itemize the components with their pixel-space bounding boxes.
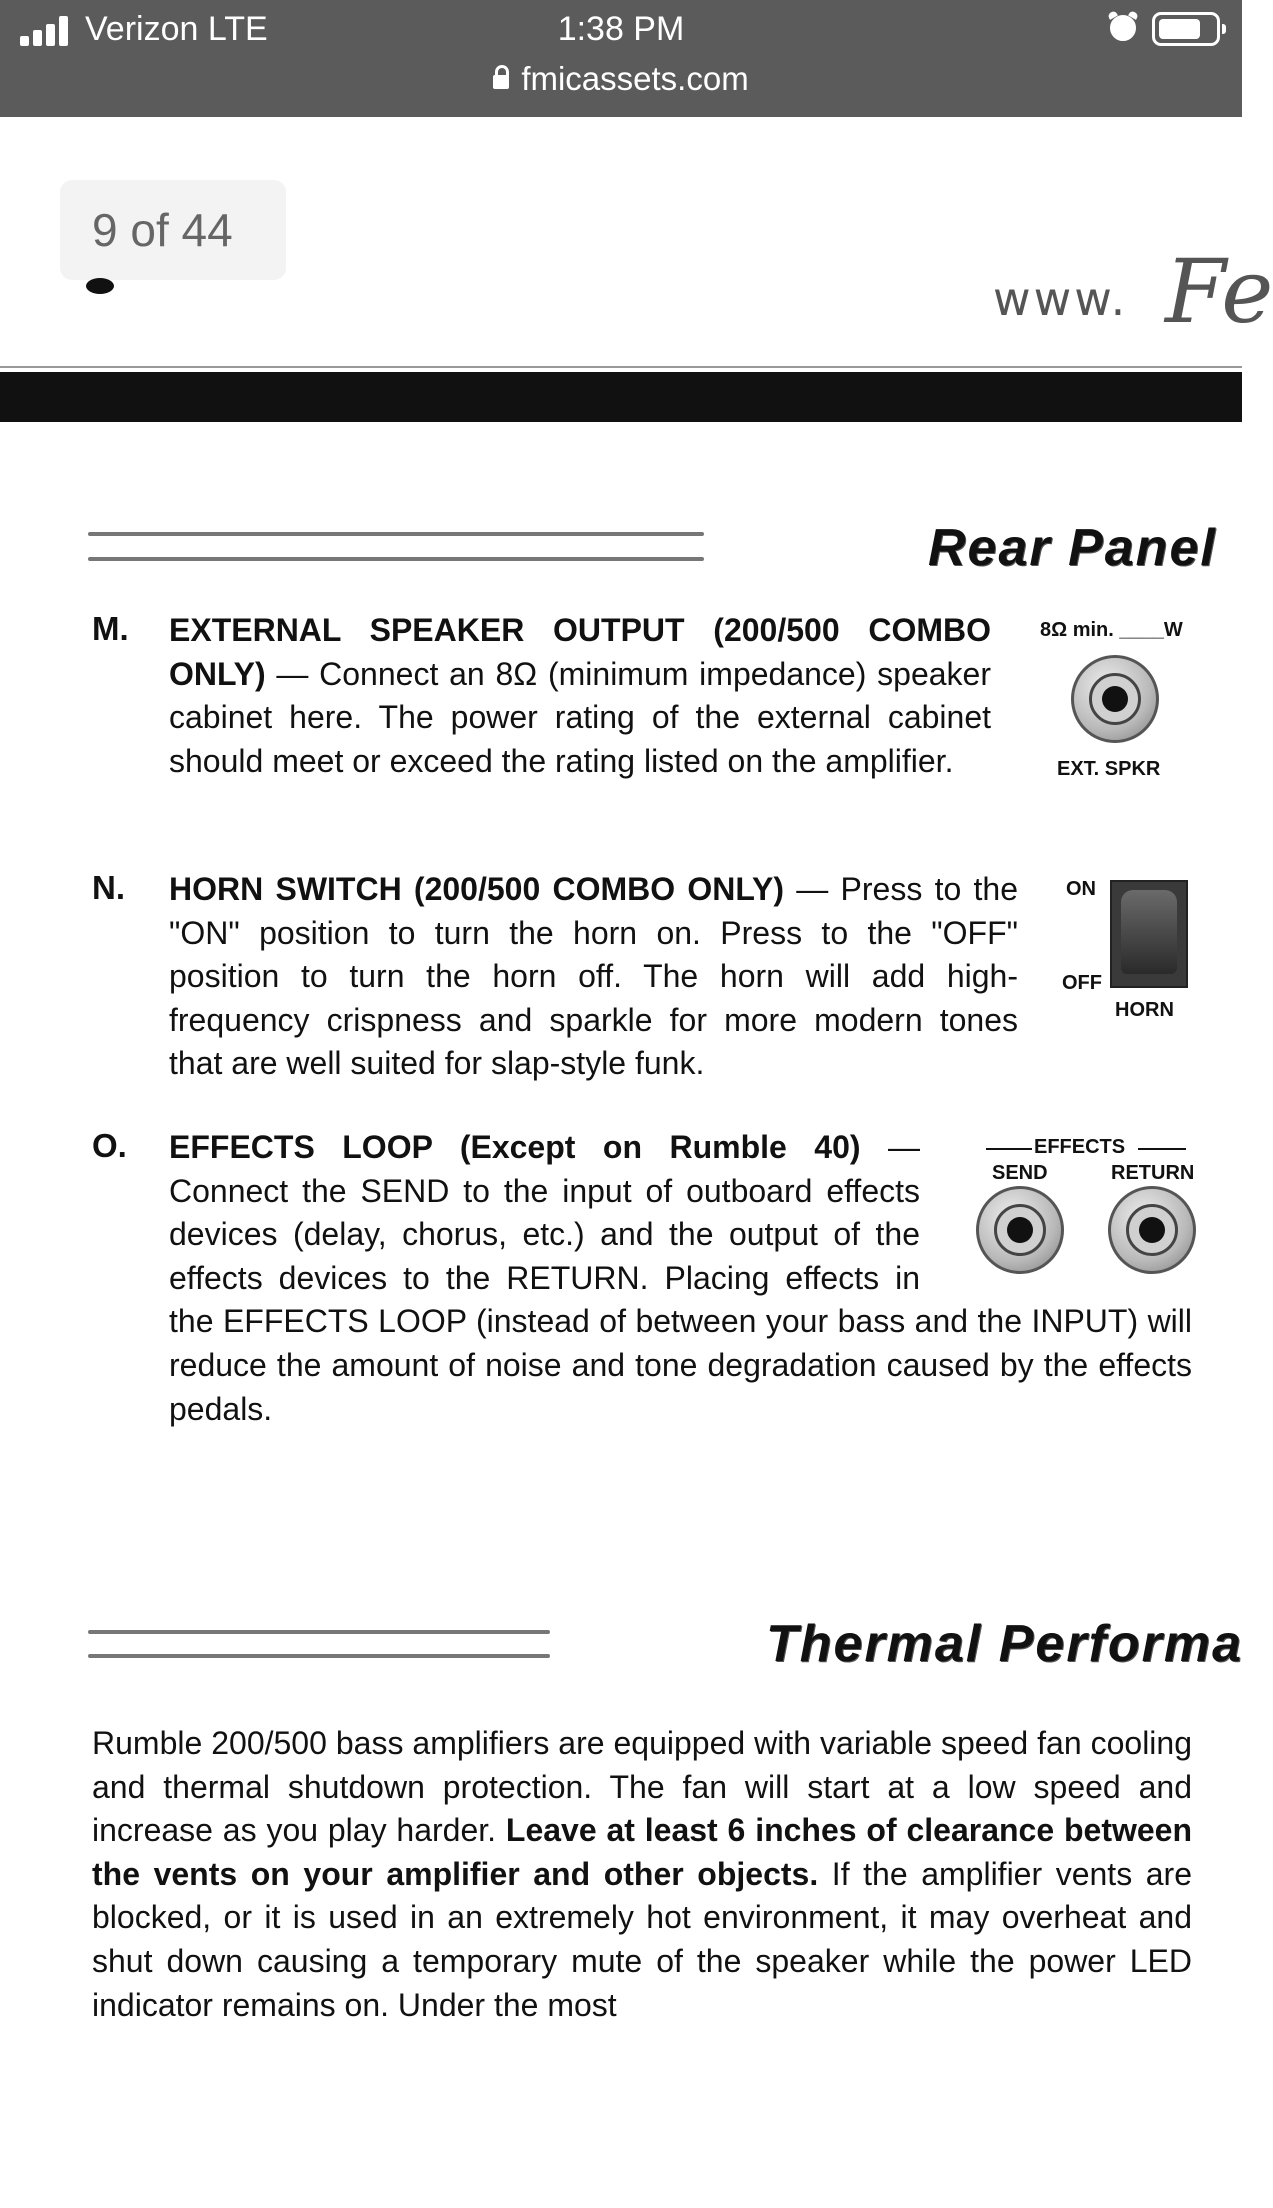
section-title-rear-panel: Rear Panel: [928, 519, 1217, 577]
section-rule: [88, 1654, 550, 1658]
page-number-fragment: [86, 278, 114, 294]
thermal-text-continued: If the amplifier vents are blocked, or it is used in an extremely hot environment, it may overheat and shut down causing a temporary mute of the speaker while the power LED indicator remains on. Under the most: [92, 1855, 1193, 2023]
send-label: SEND: [992, 1162, 1048, 1184]
item-body: — Connect the SEND to the input of outboard effects devices (delay, chorus, etc.) and the output of the effects devices to the RETURN. Placing effects in the EFFECTS LOOP (instead of between your bass and the INPUT) will reduce the amount of noise and tone degradation caused by the effects pedals.: [169, 1129, 1192, 1427]
ext-speaker-jack-icon: [1071, 655, 1159, 743]
section-rule: [88, 1630, 550, 1634]
url-text: fmicassets.com: [521, 60, 749, 97]
horn-on-label: ON: [1066, 878, 1096, 900]
effects-bracket-left: [986, 1148, 1032, 1150]
section-title-thermal-performance: Thermal Performa: [766, 1615, 1244, 1673]
return-jack-icon: [1108, 1186, 1196, 1274]
item-heading: HORN SWITCH (200/500 COMBO ONLY): [169, 871, 785, 907]
item-body: — Press to the "ON" position to turn the horn on. Press to the "OFF" position to turn the horn off. The horn will add high-frequency crispness and sparkle for more modern tones that are well suited for slap-style funk.: [169, 871, 1019, 1082]
horn-switch-icon: [1110, 880, 1188, 988]
section-rule: [88, 532, 704, 536]
header-band: [0, 372, 1242, 422]
thermal-paragraph: [92, 1722, 1192, 2027]
effects-label: EFFECTS: [1034, 1136, 1126, 1158]
speaker-rating-label: 8Ω min. ____W: [1040, 619, 1183, 641]
thermal-text: Rumble 200/500 bass amplifiers are equipped with variable speed fan cooling and thermal shutdown protection. The fan will start at a low speed and increase as you play harder.: [92, 1725, 1192, 1849]
alarm-icon: [1110, 15, 1136, 41]
item-heading: EXTERNAL SPEAKER OUTPUT (200/500 COMBO ONLY): [169, 612, 991, 692]
section-rule: [88, 557, 704, 561]
horn-label: HORN: [1115, 999, 1174, 1021]
status-bar: [0, 0, 1242, 117]
item-description: [169, 868, 1018, 1086]
thermal-warning: Leave at least 6 inches of clearance between the vents on your amplifier and other objects.: [92, 1812, 1192, 1892]
battery-icon: [1152, 12, 1220, 46]
effects-bracket-right: [1138, 1148, 1186, 1150]
item-letter: N.: [92, 869, 125, 906]
return-label: RETURN: [1111, 1162, 1195, 1184]
ext-speaker-label: EXT. SPKR: [1057, 758, 1161, 780]
carrier-label: Verizon LTE: [85, 10, 268, 48]
brand-logo: Fe: [1165, 240, 1273, 343]
item-description: [169, 609, 991, 783]
item-letter: O.: [92, 1127, 127, 1164]
item-heading: EFFECTS LOOP (Except on Rumble 40): [169, 1129, 861, 1165]
item-body: — Connect an 8Ω (minimum impedance) speaker cabinet here. The power rating of the external cabinet should meet or exceed the rating listed on the amplifier.: [169, 655, 991, 779]
header-rule: [0, 366, 1242, 368]
website-text: www.: [993, 272, 1129, 326]
address-bar[interactable]: [0, 60, 1242, 98]
horn-off-label: OFF: [1062, 972, 1102, 994]
lock-icon: [493, 75, 509, 89]
send-jack-icon: [976, 1186, 1064, 1274]
item-letter: M.: [92, 610, 129, 647]
clock: 1:38 PM: [557, 10, 685, 48]
page-indicator: 9 of 44: [60, 180, 286, 280]
